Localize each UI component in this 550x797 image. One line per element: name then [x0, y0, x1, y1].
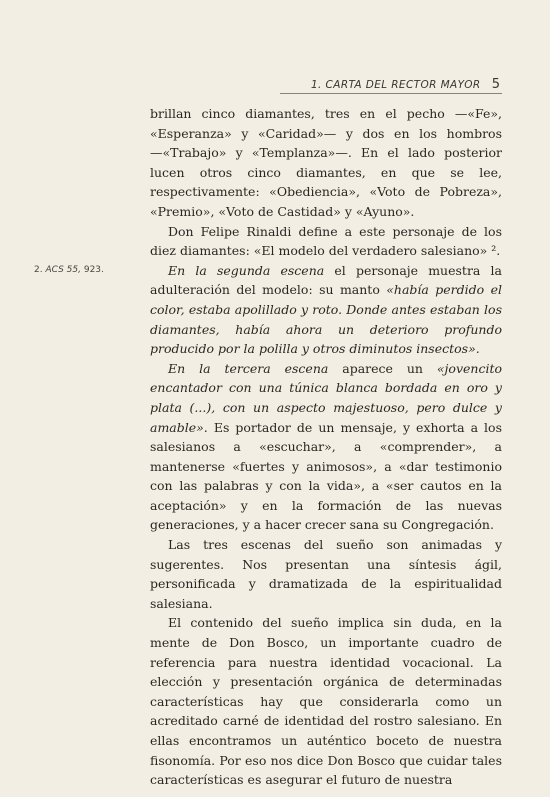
- body-text: [150, 104, 502, 790]
- scene-lead-3: En la tercera escena: [168, 360, 329, 376]
- running-head: [300, 73, 500, 92]
- scene-text-3: aparece un: [328, 360, 437, 376]
- footnote-page: 923.: [83, 265, 104, 275]
- paragraph-1: brillan cinco diamantes, tres en el pecho —«Fe», «Esperanza» y «Caridad»— y dos en los hombros —«Trabajo» y «Templanza»—. En el lado posterior lucen otros cinco diamantes, en que se lee, respectivamente: «Obediencia», «Voto de Pobreza», «Premio», «Voto de Castidad» y «Ayuno».: [150, 106, 502, 219]
- footnote-source: ACS 55,: [45, 265, 81, 275]
- scene-text-2: el personaje muestra la adulteración del modelo: su manto: [150, 262, 502, 298]
- paragraph-6: El contenido del sueño implica sin duda, en la mente de Don Bosco, un importante cuadro de referencia para nuestra identidad vocacional. La elección y presentación orgánica de determinadas características hay que considerarla como un acreditado carné de identidad del rostro salesiano. En ellas encontramos un auténtico boceto de nuestra fisonomía. Por eso nos dice Don Bosco que cuidar tales características es asegurar el futuro de nuestra: [150, 615, 502, 788]
- scene-lead-2: En la segunda escena: [168, 262, 325, 278]
- paragraph-4: [150, 359, 502, 535]
- paragraph-3: [150, 261, 502, 359]
- page-number: 5: [491, 77, 500, 92]
- header-rule: [280, 93, 502, 94]
- paragraph-2: Don Felipe Rinaldi define a este personaje de los diez diamantes: «El modelo del verdadero salesiano» ².: [150, 223, 502, 259]
- marginal-footnote: [34, 265, 134, 275]
- footnote-number: 2.: [34, 265, 43, 275]
- scene-rest-3: Es portador de un mensaje, y exhorta a los salesianos a «escuchar», a «comprender», a mantenerse «fuertes y animosos», a «dar testimonio con las palabras y con la vida», a «ser cautos en la aceptación» y en la formación de las nuevas generaciones, y a hacer crecer sana su Congregación.: [150, 419, 502, 533]
- running-head-title: 1. CARTA DEL RECTOR MAYOR: [310, 79, 481, 91]
- paragraph-5: Las tres escenas del sueño son animadas y sugerentes. Nos presentan una síntesis ágil, personificada y dramatizada de la espiritualidad salesiana.: [150, 537, 502, 611]
- scene-quote-3: «jovencito encantador con una túnica blanca bordada en oro y plata (...), con un aspecto majestuoso, pero dulce y amable».: [150, 360, 503, 435]
- scene-quote-2: «había perdido el color, estaba apolillado y roto. Donde antes estaban los diamantes, había ahora un deterioro profundo producido por la polilla y otros diminutos insectos».: [150, 282, 502, 357]
